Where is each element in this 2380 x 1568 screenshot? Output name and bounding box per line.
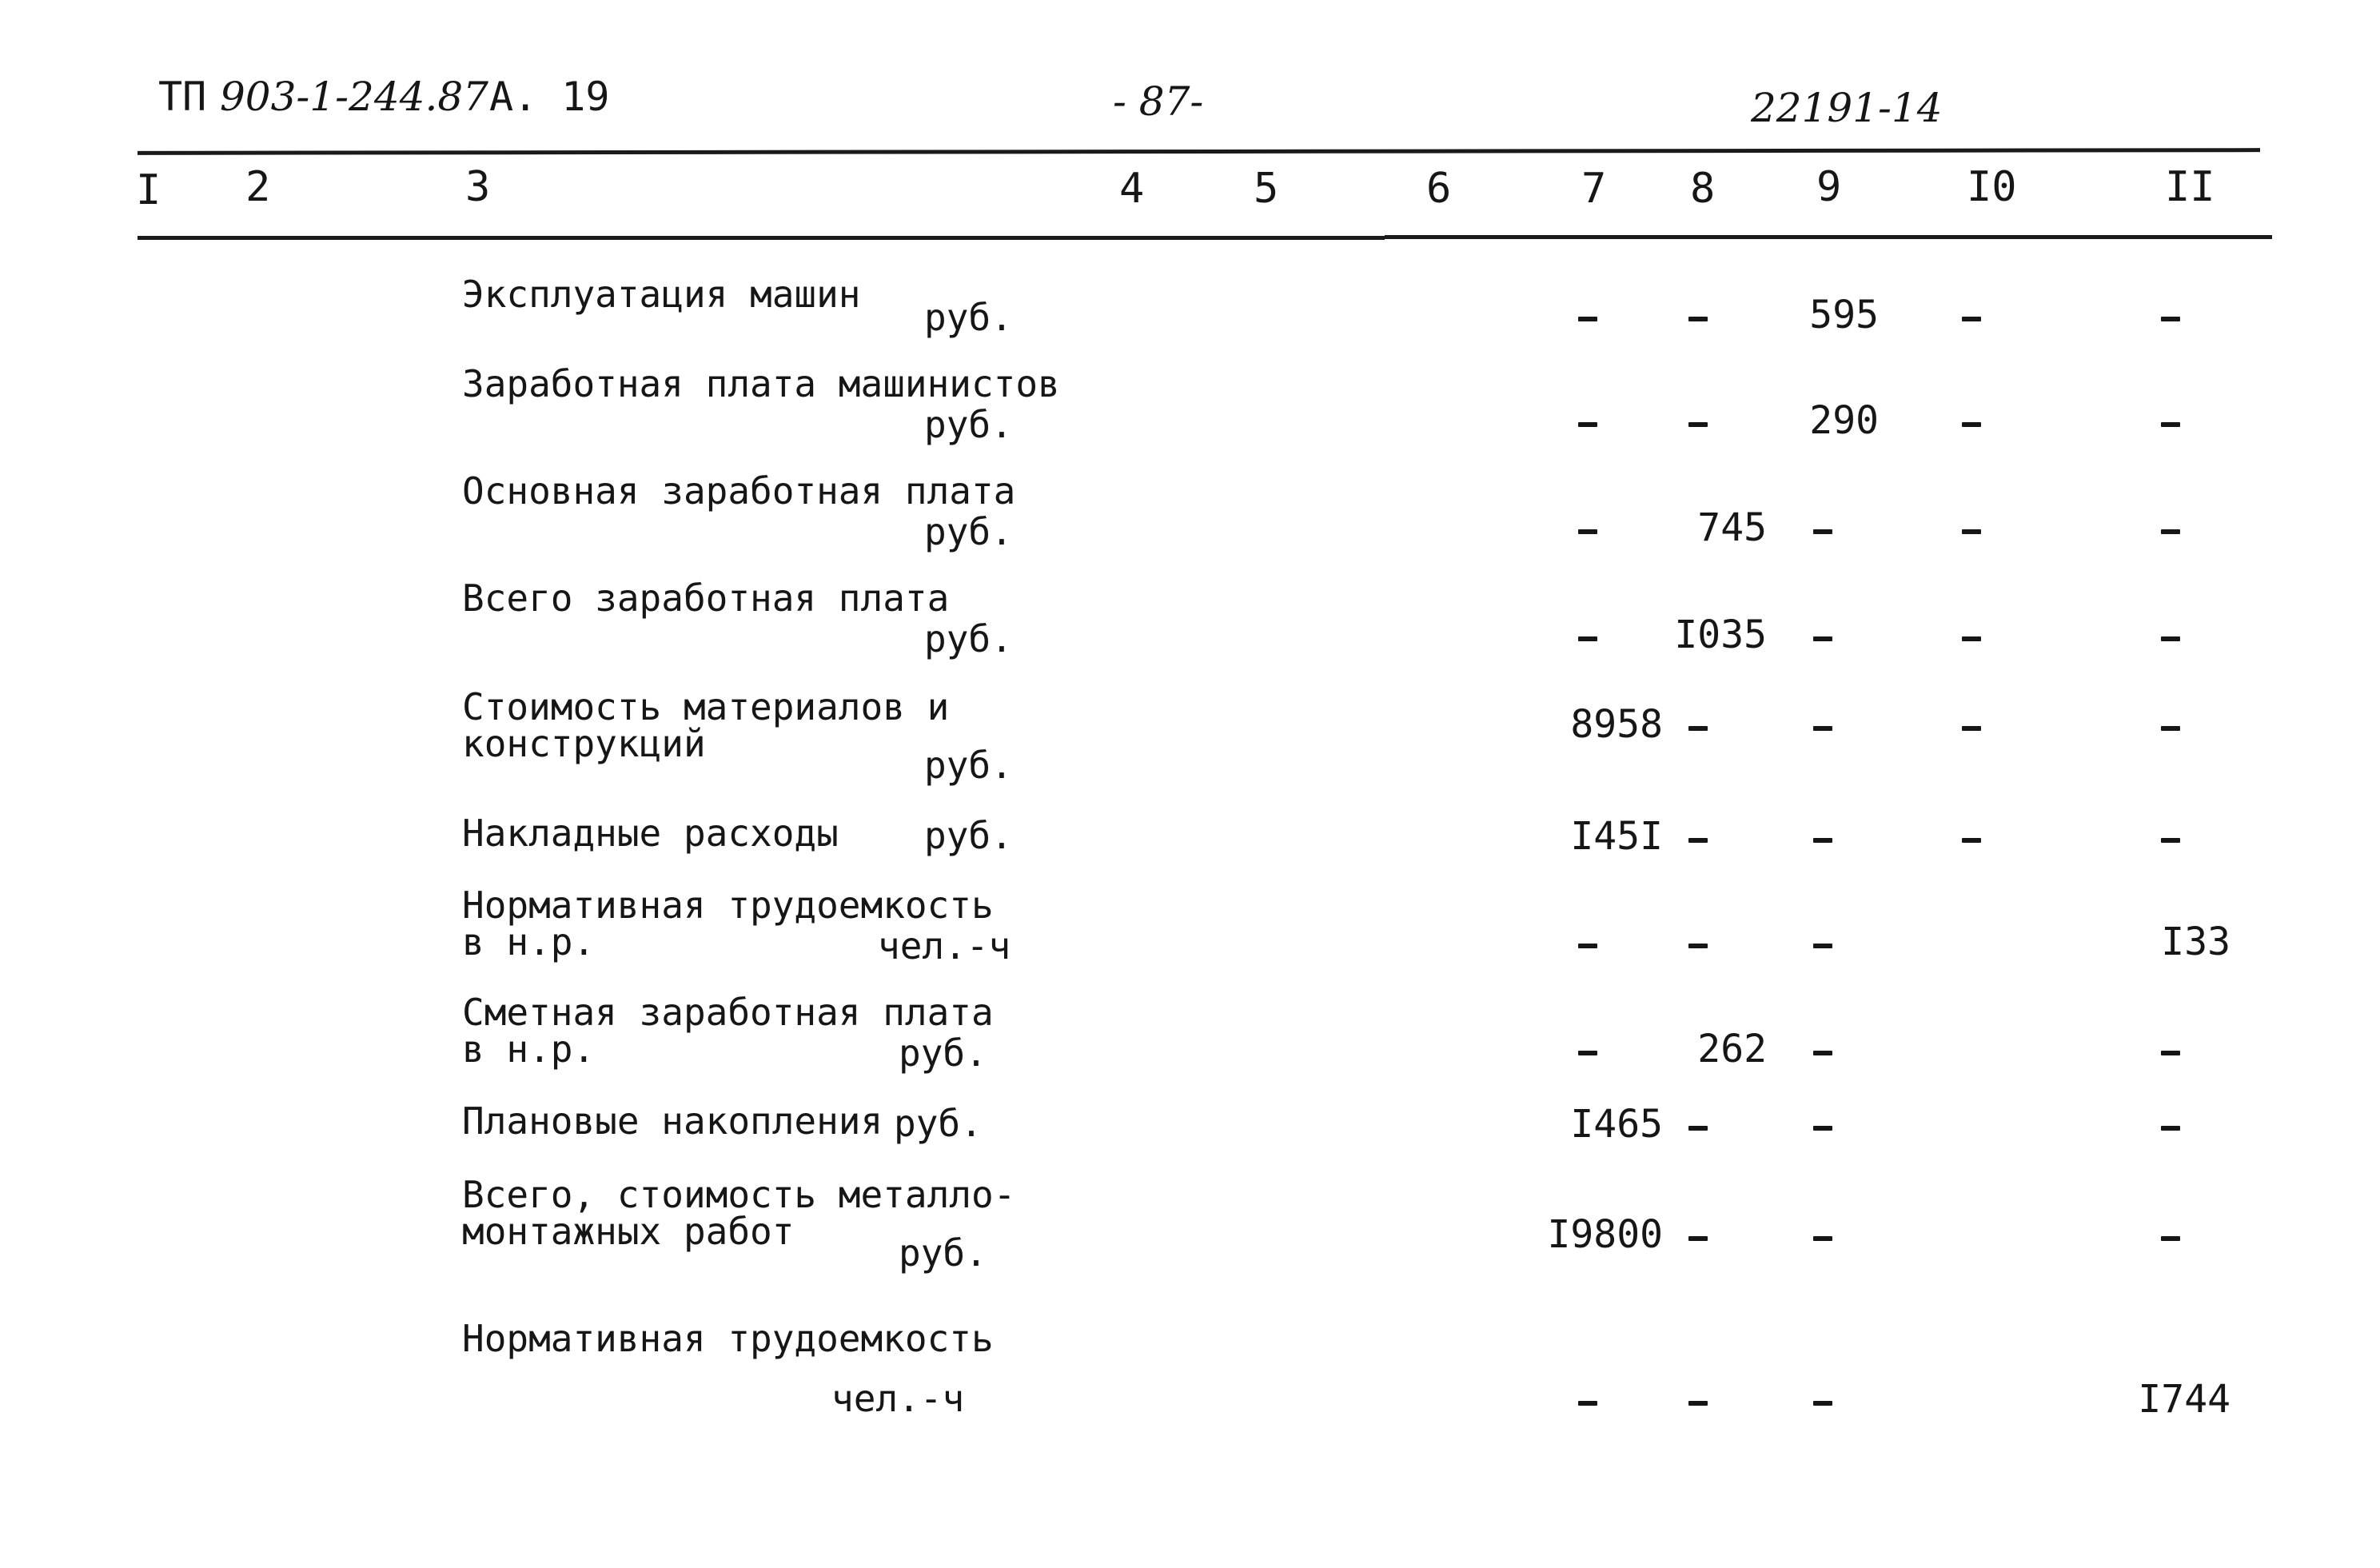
dash-mark xyxy=(1813,726,1832,731)
column-header: 6 xyxy=(1426,165,1452,213)
row-unit: руб. xyxy=(924,814,1013,857)
row-label: Заработная плата машинистов xyxy=(462,362,1060,405)
column-header: 8 xyxy=(1690,165,1716,213)
row-label: Всего заработная плата xyxy=(462,577,950,620)
row-label: Нормативная трудоемкость xyxy=(462,1317,994,1360)
row-unit: руб. xyxy=(924,744,1013,787)
row-unit: руб. xyxy=(924,617,1013,660)
cell-value-7: 8958 xyxy=(1570,702,1663,747)
cell-value-9: 595 xyxy=(1809,293,1879,337)
header-bottom-rule-left xyxy=(138,236,1385,240)
dash-mark xyxy=(2161,636,2180,641)
dash-mark xyxy=(1578,944,1597,948)
dash-mark xyxy=(1578,636,1597,641)
dash-mark xyxy=(1962,838,1981,843)
dash-mark xyxy=(1813,944,1832,948)
dash-mark xyxy=(1688,422,1708,427)
dash-mark xyxy=(1962,422,1981,427)
column-header: 2 xyxy=(245,163,271,211)
row-unit: руб. xyxy=(899,1231,987,1275)
album-number: А. 19 xyxy=(489,74,610,120)
dash-mark xyxy=(2161,838,2180,843)
dash-mark xyxy=(1578,1051,1597,1055)
dash-mark xyxy=(1688,1236,1708,1241)
header-top-rule xyxy=(138,148,2260,155)
dash-mark xyxy=(1688,317,1708,321)
cell-value-7: I45I xyxy=(1570,814,1663,859)
dash-mark xyxy=(1688,944,1708,948)
row-label-continued: конструкций xyxy=(462,722,706,765)
row-unit: чел.-ч xyxy=(878,924,1011,968)
column-header: I0 xyxy=(1967,163,2017,211)
cell-value-8: 745 xyxy=(1697,505,1767,550)
dash-mark xyxy=(1813,1236,1832,1241)
page-number: - 87- xyxy=(1113,78,1204,125)
row-label: Накладные расходы xyxy=(462,812,839,855)
dash-mark xyxy=(1813,636,1832,641)
column-header: 3 xyxy=(465,163,491,211)
column-header: 5 xyxy=(1254,165,1279,213)
column-header: 4 xyxy=(1119,165,1145,213)
cell-value-11: I744 xyxy=(2138,1377,2231,1422)
dash-mark xyxy=(2161,1236,2180,1241)
dash-mark xyxy=(2161,1126,2180,1131)
cell-value-8: I035 xyxy=(1674,612,1767,657)
row-label: Стоимость материалов и xyxy=(462,685,950,728)
header-bottom-rule-right xyxy=(1385,235,2272,239)
dash-mark xyxy=(1962,726,1981,731)
row-unit: руб. xyxy=(924,296,1013,339)
dash-mark xyxy=(2161,1051,2180,1055)
row-unit: руб. xyxy=(924,403,1013,446)
dash-mark xyxy=(2161,317,2180,321)
cell-value-7: I9800 xyxy=(1547,1212,1663,1257)
column-header: 9 xyxy=(1816,163,1842,211)
dash-mark xyxy=(2161,726,2180,731)
column-header: II xyxy=(2165,163,2215,211)
dash-mark xyxy=(1688,838,1708,843)
row-label-continued: в н.р. xyxy=(462,920,596,964)
column-header: 7 xyxy=(1581,165,1607,213)
column-header: I xyxy=(136,166,161,214)
dash-mark xyxy=(1688,1401,1708,1406)
dash-mark xyxy=(1813,1126,1832,1131)
dash-mark xyxy=(1688,1126,1708,1131)
dash-mark xyxy=(1962,636,1981,641)
dash-mark xyxy=(1688,726,1708,731)
dash-mark xyxy=(1578,317,1597,321)
row-label: Основная заработная плата xyxy=(462,469,1016,513)
row-unit: руб. xyxy=(924,510,1013,553)
project-number: 903-1-244.87 xyxy=(220,74,488,120)
document-code: 22191-14 xyxy=(1751,85,1943,131)
row-label: Сметная заработная плата xyxy=(462,991,994,1034)
cell-value-9: 290 xyxy=(1809,398,1879,443)
row-label: Эксплуатация машин xyxy=(462,273,861,316)
dash-mark xyxy=(1962,317,1981,321)
dash-mark xyxy=(2161,529,2180,534)
dash-mark xyxy=(1578,422,1597,427)
dash-mark xyxy=(1962,529,1981,534)
dash-mark xyxy=(1813,838,1832,843)
cell-value-8: 262 xyxy=(1697,1027,1767,1071)
row-label: Нормативная трудоемкость xyxy=(462,884,994,927)
row-label: Плановые накопления xyxy=(462,1099,883,1143)
dash-mark xyxy=(1813,1051,1832,1055)
cell-value-11: I33 xyxy=(2161,920,2231,964)
dash-mark xyxy=(1578,529,1597,534)
row-label-continued: в н.р. xyxy=(462,1027,596,1071)
row-unit: руб. xyxy=(894,1102,983,1145)
project-prefix: ТП xyxy=(158,74,207,120)
row-label-continued: монтажных работ xyxy=(462,1210,795,1253)
dash-mark xyxy=(1578,1401,1597,1406)
row-unit: руб. xyxy=(899,1031,987,1075)
row-label: Всего, стоимость металло- xyxy=(462,1173,1016,1216)
dash-mark xyxy=(2161,422,2180,427)
dash-mark xyxy=(1813,529,1832,534)
row-unit: чел.-ч xyxy=(831,1377,965,1420)
cell-value-7: I465 xyxy=(1570,1102,1663,1147)
dash-mark xyxy=(1813,1401,1832,1406)
